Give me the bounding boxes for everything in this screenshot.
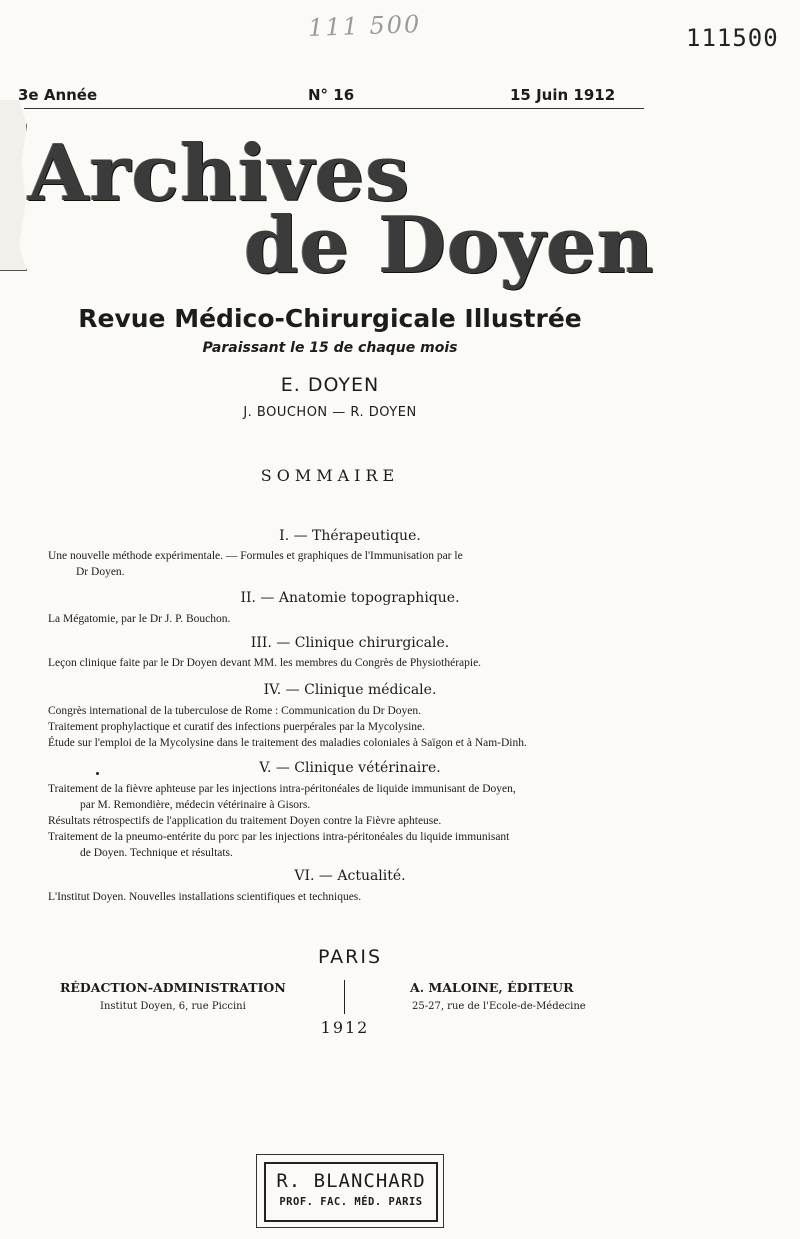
editor-name: E. DOYEN (280, 374, 380, 396)
stamped-catalog-number: 111500 (686, 24, 779, 52)
torn-edge (0, 100, 27, 271)
section-title-clinique-medicale: IV. — Clinique médicale. (263, 682, 437, 698)
handwritten-catalog-number: 111 500 (307, 10, 422, 42)
section-line: par M. Remondière, médecin vétérinaire à Gisors. (80, 799, 311, 811)
section-title-clinique-veterinaire: V. — Clinique vétérinaire. (259, 760, 441, 776)
header-rule (24, 108, 644, 109)
section-line: L'Institut Doyen. Nouvelles installations scientifiques et techniques. (48, 891, 362, 903)
section-line: Une nouvelle méthode expérimentale. — Formules et graphiques de l'Immunisation par le (48, 550, 463, 562)
journal-title-line2: de Doyen (244, 200, 655, 291)
sommaire-heading: SOMMAIRE (260, 466, 400, 485)
publisher-name: A. MALOINE, ÉDITEUR (410, 980, 574, 995)
coeditors: J. BOUCHON — R. DOYEN (243, 405, 417, 420)
section-line: Traitement prophylactique et curatif des infections puerpérales par la Mycolysine. (48, 721, 426, 733)
library-stamp (264, 1162, 438, 1222)
periodicity: Paraissant le 15 de chaque mois (202, 340, 458, 356)
stamp-owner-title: PROF. FAC. MÉD. PARIS (279, 1196, 423, 1208)
publisher-address: 25-27, rue de l'Ecole-de-Médecine (412, 1001, 586, 1012)
section-title-clinique-chirurgicale: III. — Clinique chirurgicale. (250, 635, 450, 651)
section-line: Étude sur l'emploi de la Mycolysine dans le traitement des maladies coloniales à Saïgon et à Nam-Dinh. (48, 737, 527, 749)
redaction-label: RÉDACTION-ADMINISTRATION (60, 980, 286, 995)
stamp-owner-name: R. BLANCHARD (276, 1170, 426, 1192)
section-title-anatomie: II. — Anatomie topographique. (240, 590, 460, 606)
imprint-divider (344, 980, 345, 1014)
section-line: Dr Doyen. (76, 566, 125, 578)
section-line: Traitement de la fièvre aphteuse par les injections intra-péritonéales de liquide immunisant de Doyen, (48, 783, 516, 795)
publication-year: 1912 (320, 1018, 370, 1037)
section-line: de Doyen. Technique et résultats. (80, 847, 233, 859)
section-line: Résultats rétrospectifs de l'application du traitement Doyen contre la Fièvre aphteuse. (48, 815, 442, 827)
section-title-actualite: VI. — Actualité. (294, 868, 406, 884)
section-line: Leçon clinique faite par le Dr Doyen devant MM. les membres du Congrès de Physiothérapie. (48, 657, 482, 669)
header-annee: 3e Année (18, 86, 98, 104)
section-line: Congrès international de la tuberculose de Rome : Communication du Dr Doyen. (48, 705, 422, 717)
imprint-city: PARIS (317, 946, 383, 968)
header-numero: N° 16 (308, 86, 355, 104)
redaction-address: Institut Doyen, 6, rue Piccini (100, 1001, 246, 1012)
section-title-therapeutique: I. — Thérapeutique. (279, 528, 421, 544)
journal-subtitle: Revue Médico-Chirurgicale Illustrée (78, 304, 582, 333)
section-line: Traitement de la pneumo-entérite du porc par les injections intra-péritonéales du liquide immunisant (48, 831, 510, 843)
header-date: 15 Juin 1912 (510, 86, 616, 104)
section-line: La Mégatomie, par le Dr J. P. Bouchon. (48, 613, 231, 625)
journal-title-line1: Archives (28, 128, 411, 219)
